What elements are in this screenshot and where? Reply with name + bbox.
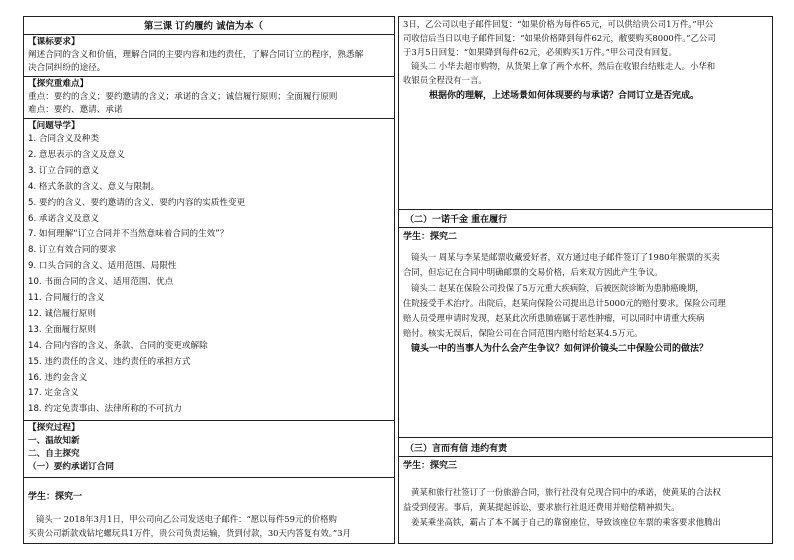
sec2-case-line: 赔人员受理申请时发现，赵某此次所患肺癌属于恶性肿瘤，可以同时申请重大疾病 bbox=[403, 313, 705, 323]
guide-item: 3. 订立合同的意义 bbox=[28, 165, 100, 176]
divider bbox=[24, 420, 394, 421]
sec2-case-line: 镜头二 赵某在保险公司投保了5万元重大疾病险，后被医院诊断为患肺癌晚期， bbox=[411, 283, 704, 293]
guide-item: 11. 合同履行的含义 bbox=[28, 293, 105, 303]
review-heading: 一、温故知新 bbox=[28, 436, 80, 446]
guide-item: 8. 订立有效合同的要求 bbox=[28, 245, 117, 256]
guide-item: 1. 合同含义及种类 bbox=[28, 134, 100, 144]
sec3-case-line: 姜某乘坐高铁，霸占了本不属于自己的靠窗座位，导致该座位车票的乘客要求他腾出 bbox=[411, 517, 721, 527]
key-points-zhong: 重点：要约的含义；要约邀请的含义；承诺的含义；诚信履行原则；全面履行原则 bbox=[28, 92, 338, 102]
guide-item: 13. 全面履行原则 bbox=[28, 324, 96, 335]
guide-item: 9. 口头合同的含义、适用范围、局限性 bbox=[28, 261, 177, 272]
sec2-case-line: 镜头一 周某与李某是邮票收藏爱好者，双方通过电子邮件签订了1980年猴票的买卖 bbox=[411, 252, 720, 262]
guide-item: 5. 要约的含义、要约邀请的含义、要约内容的实质性变更 bbox=[28, 197, 246, 208]
right-column bbox=[398, 16, 773, 544]
course-req-line: 阐述合同的含义和价值，理解合同的主要内容和违约责任，了解合同订立的程序，熟悉解 bbox=[28, 50, 364, 60]
case1-cont-line: 镜头二 小华去超市购物，从货架上拿了两个水杯，然后在收银台结账走人。小华和 bbox=[411, 61, 716, 71]
question-2: 镜头一中的当事人为什么会产生争议？如何评价镜头二中保险公司的做法？ bbox=[411, 344, 709, 354]
guide-item: 18. 约定免责事由、法律所称的不可抗力 bbox=[28, 404, 182, 415]
divider bbox=[399, 437, 772, 438]
guide-item: 15. 违约责任的含义、违约责任的承担方式 bbox=[28, 356, 191, 367]
guide-item: 16. 违约金含义 bbox=[28, 372, 88, 383]
sec2-case-line: 赔付。核实无误后，保险公司在合同范围内赔付给赵某4.5万元。 bbox=[403, 328, 643, 338]
student-label-3: 学生：探究三 bbox=[403, 461, 458, 471]
divider bbox=[24, 477, 394, 478]
divider bbox=[399, 227, 772, 228]
sec2-case-line: 住院接受手术治疗。出院后，赵某向保险公司提出总计5000元的赔付要求。保险公司理 bbox=[403, 298, 726, 308]
page-title: 第三课 订约履约 诚信为本（ bbox=[144, 21, 264, 32]
guide-item: 14. 合同内容的含义、条款、合同的变更或解除 bbox=[28, 340, 208, 351]
guide-item: 10. 书面合同的含义、适用范围、优点 bbox=[28, 277, 174, 288]
sec3-case-line: 益受到侵害。事后，黄某提起诉讼，要求旅行社退还费用并赔偿精神损失。 bbox=[403, 502, 680, 512]
case1-cont-line: 司收信后当日以电子邮件回复：“如果价格降到每件62元，敝要购买8000件。”乙公司 bbox=[403, 33, 716, 43]
guide-item: 2. 意思表示的含义及意义 bbox=[28, 149, 125, 160]
divider bbox=[24, 118, 394, 119]
guide-item: 17. 定金含义 bbox=[28, 388, 79, 399]
divider bbox=[399, 209, 772, 210]
course-req-line: 决合同纠纷的途径。 bbox=[28, 63, 106, 73]
guide-item: 4. 格式条款的含义、意义与限制。 bbox=[28, 181, 160, 192]
case1-cont-line: 于3月5日回复：“如果降到每件62元，必须购买1万件。”甲公司没有回复。 bbox=[403, 47, 677, 57]
left-column bbox=[23, 16, 395, 544]
case1-cont-line: 3日，乙公司以电子邮件回复：“如果价格为每件65元，可以供给贵公司1万件。”甲公 bbox=[403, 19, 714, 29]
guide-item: 7. 如何理解“订立合同并不当然意味着合同的生效”？ bbox=[28, 229, 229, 240]
divider bbox=[24, 76, 394, 77]
sec3-case-line: 黄某和旅行社签订了一份旅游合同，旅行社没有兑现合同中的承诺，使黄某的合法权 bbox=[411, 487, 721, 497]
sub-heading-1: （一）要约承诺订合同 bbox=[28, 462, 114, 472]
guide-item: 12. 诚信履行原则 bbox=[28, 308, 96, 319]
process-heading: 【探究过程】 bbox=[28, 423, 80, 433]
divider bbox=[399, 456, 772, 457]
sec3-heading: （三）言而有信 违约有责 bbox=[405, 444, 508, 454]
sec2-case-line: 合同，但忘记在合同中明确邮票的交易价格，后来双方因此产生争议。 bbox=[403, 267, 663, 277]
divider bbox=[24, 34, 394, 35]
sec2-heading: （二）一诺千金 重在履行 bbox=[405, 215, 508, 225]
case1-line: 镜头一 2018年3月1日，甲公司向乙公司发送电子邮件：“愿以每件59元的价格购 bbox=[36, 514, 337, 524]
course-req-heading: 【课标要求】 bbox=[28, 37, 80, 47]
key-points-nan: 难点：要约、邀请、承诺 bbox=[28, 105, 123, 115]
student-label-2: 学生：探究二 bbox=[403, 232, 458, 242]
self-explore-heading: 二、自主探究 bbox=[28, 449, 80, 459]
guide-heading: 【问题导学】 bbox=[28, 121, 80, 131]
question-1: 根据你的理解，上述场景如何体现要约与承诺？合同订立是否完成。 bbox=[429, 91, 700, 101]
case1-line: 买贵公司新款戏钻坨螺玩具1万件，贵公司负责运输，货到付款，30天内答复有效。”3月 bbox=[28, 528, 351, 538]
guide-item: 6. 承诺含义及意义 bbox=[28, 213, 100, 224]
case1-cont-line: 收银员全程没有一言。 bbox=[403, 75, 487, 85]
student-label-1: 学生：探究一 bbox=[28, 492, 83, 502]
key-points-heading: 【探究重难点】 bbox=[28, 79, 89, 89]
